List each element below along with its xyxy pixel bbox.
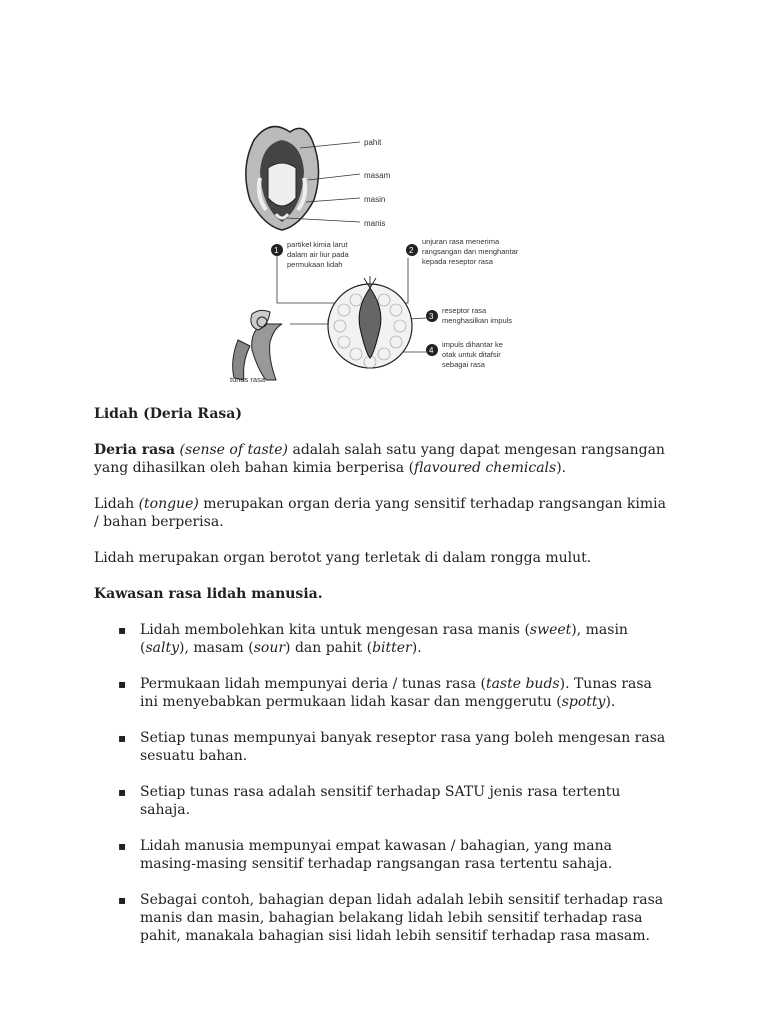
step-2-number: 2 <box>409 246 414 255</box>
step-3-number: 3 <box>429 312 434 321</box>
label-manis: manis <box>364 219 386 228</box>
list-item: ▪ Permukaan lidah mempunyai deria / tunas rasa (taste buds). Tunas rasa ini menyebabkan permukaan lidah kasar dan menggerutu (spotty). <box>118 675 668 711</box>
paragraph-lidah: Lidah (tongue) merupakan organ deria yang sensitif terhadap rangsangan kimia / bahan berperisa. <box>94 496 666 530</box>
label-masin: masin <box>364 195 386 204</box>
list-item: ▪ Setiap tunas mempunyai banyak reseptor rasa yang boleh mengesan rasa sesuatu bahan. <box>118 729 668 765</box>
step-4-number: 4 <box>429 346 434 355</box>
section-heading: Kawasan rasa lidah manusia. <box>94 586 323 602</box>
paragraph-deria-rasa: Deria rasa (sense of taste) adalah salah satu yang dapat mengesan rangsangan yang dihasilkan oleh bahan kimia berperisa (flavoured chemicals). <box>94 442 665 476</box>
page-title: Lidah (Deria Rasa) <box>94 406 242 422</box>
step-2-text: unjuran rasa menerima rangsangan dan menghantar kepada reseptor rasa <box>422 237 519 266</box>
step-4-text: impuls dihantar ke otak untuk ditafsir sebagai rasa <box>442 340 503 369</box>
tunas-rasa-label: tunas rasa <box>230 375 266 384</box>
step-1-text: partikel kimia larut dalam air liur pada permukaan lidah <box>287 240 349 269</box>
taste-area-list <box>94 621 668 945</box>
tongue-cutaway <box>233 310 282 380</box>
step-3-text: reseptor rasa menghasilkan impuls <box>442 306 513 325</box>
document-body <box>94 405 668 963</box>
list-item: ▪ Sebagai contoh, bahagian depan lidah adalah lebih sensitif terhadap rasa manis dan masin, bahagian belakang lidah lebih sensitif terhadap rasa pahit, manakala bahagian sisi lidah lebih sensitif terhadap rasa masam. <box>118 891 668 945</box>
label-masam: masam <box>364 171 391 180</box>
term-deria-rasa: Deria rasa <box>94 442 176 458</box>
label-pahit: pahit <box>364 138 382 147</box>
list-item: ▪ Lidah membolehkan kita untuk mengesan rasa manis (sweet), masin (salty), masam (sour) dan pahit (bitter). <box>118 621 668 657</box>
taste-bud-section <box>328 276 412 368</box>
list-item: ▪ Lidah manusia mempunyai empat kawasan / bahagian, yang mana masing-masing sensitif terhadap rangsangan rasa tertentu sahaja. <box>118 837 668 873</box>
paragraph-organ-berotot: Lidah merupakan organ berotot yang terletak di dalam rongga mulut. <box>94 550 592 566</box>
taste-diagram <box>220 118 550 390</box>
step-1-number: 1 <box>274 246 279 255</box>
list-item: ▪ Setiap tunas rasa adalah sensitif terhadap SATU jenis rasa tertentu sahaja. <box>118 783 668 819</box>
tongue-illustration <box>246 127 319 230</box>
